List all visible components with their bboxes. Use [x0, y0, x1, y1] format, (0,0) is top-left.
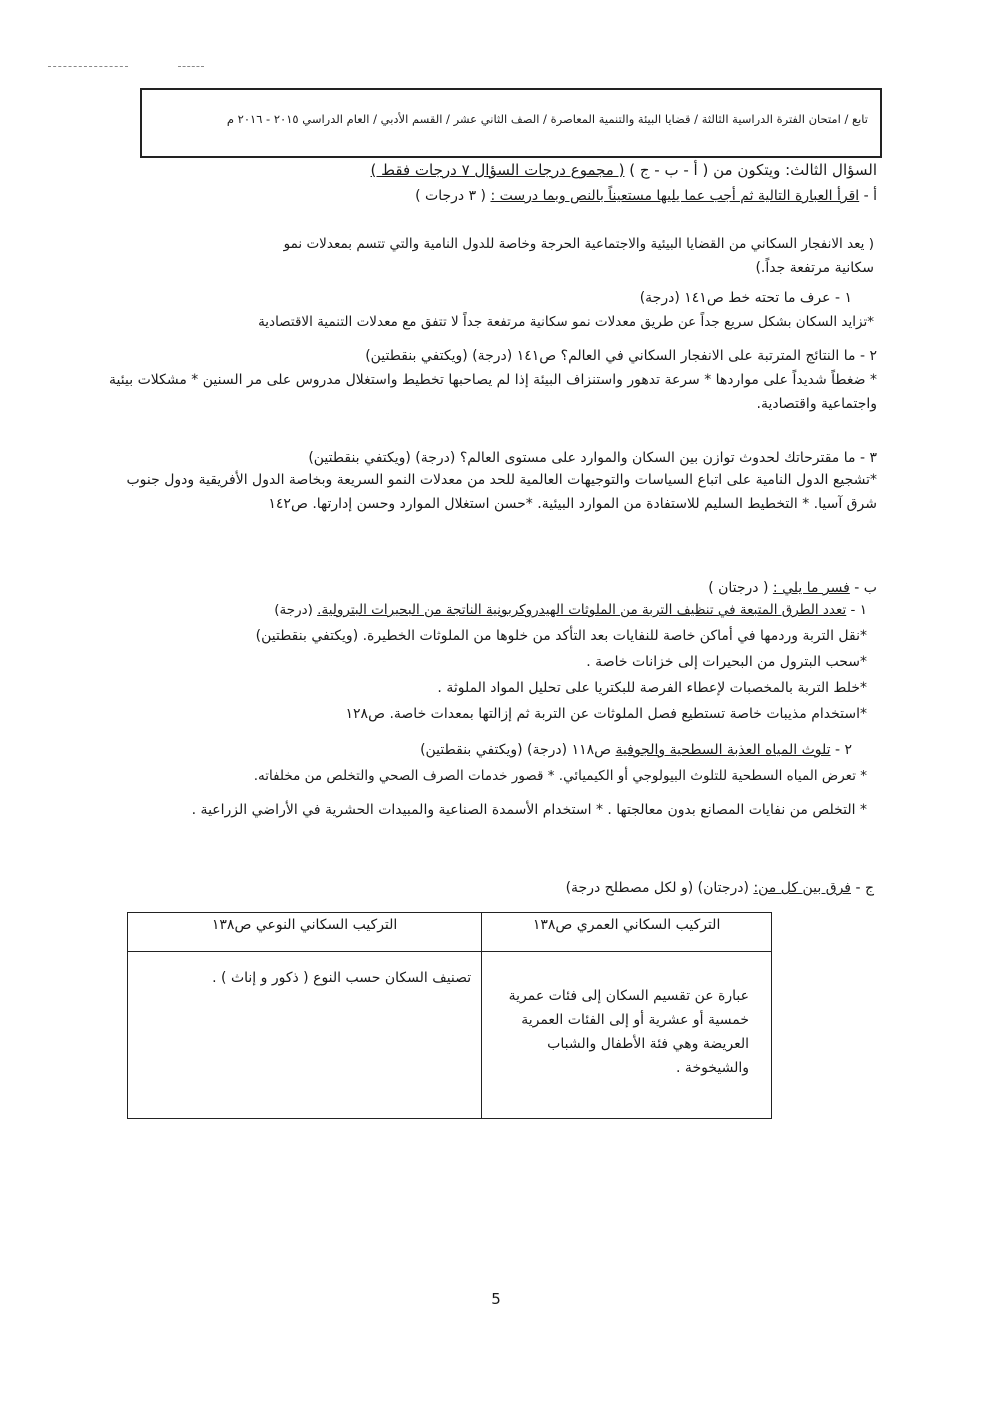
part-a-prefix: أ - — [859, 188, 877, 204]
exam-header-box — [140, 88, 882, 158]
question-3-total-marks: ( مجموع درجات السؤال ٧ درجات فقط ) — [370, 161, 625, 179]
part-b-item-1-text: تعدد الطرق المتبعة في تنظيف التربة من الملوثات الهيدروكربونية الناتجة من البحيرات البترولية. — [317, 602, 847, 618]
comparison-table — [127, 912, 772, 1119]
part-b-item-1-marks: (درجة) — [274, 602, 313, 618]
question-3-title-prefix: السؤال الثالث: ويتكون من ( أ - ب - ج ) — [624, 161, 877, 179]
top-dash-left — [48, 66, 128, 67]
part-b-heading-marks: ( درجتان ) — [708, 580, 769, 596]
part-c-heading — [566, 878, 874, 898]
part-c-prefix: ج - — [851, 880, 874, 896]
exam-header-text: تابع / امتحان الفترة الدراسية الثالثة / قضايا البيئة والتنمية المعاصرة / الصف الثاني عشر / القسم الأدبي / العام الدراسي ٢٠١٥ - ٢٠١٦ م — [226, 112, 868, 126]
col-gender-structure-body: تصنيف السكان حسب النوع ( ذكور و إناث ) . — [128, 952, 482, 1119]
part-a-question-2: ٢ - ما النتائج المترتبة على الانفجار السكاني في العالم؟ ص١٤١ (درجة) (ويكتفي بنقطتين) — [365, 348, 877, 364]
comparison-table-body-row — [128, 952, 772, 1119]
part-b-item-2-answer-1: * تعرض المياه السطحية للتلوث البيولوجي أو الكيميائي. * قصور خدمات الصرف الصحي والتخلص من مخلفاته. — [253, 768, 867, 784]
part-c-heading-marks: (درجتان) (و لكل مصطلح درجة) — [565, 880, 749, 896]
part-b-item-1-answer-2: *سحب البترول من البحيرات إلى خزانات خاصة . — [586, 654, 867, 670]
part-b-heading — [708, 578, 877, 598]
top-dash-right — [178, 66, 204, 67]
part-b-heading-text: فسر ما يلي : — [772, 580, 850, 596]
col-gender-structure-header: التركيب السكاني النوعي ص١٣٨ — [128, 913, 482, 952]
part-a-instruction — [415, 186, 877, 206]
part-a-marks: ( ٣ درجات ) — [415, 188, 487, 204]
part-b-item-1-label — [274, 600, 867, 620]
question-3-title — [371, 160, 877, 180]
part-b-prefix: ب - — [849, 580, 877, 596]
part-b-item-2-label — [420, 740, 852, 760]
col-age-structure-body: عبارة عن تقسيم السكان إلى فئات عمرية خمسية أو عشرية أو إلى الفئات العمرية العريضة وهي فئة الأطفال والشباب والشيخوخة . — [482, 952, 772, 1119]
part-a-question-1: ١ - عرف ما تحته خط ص١٤١ (درجة) — [639, 290, 852, 306]
comparison-table-header-row — [128, 913, 772, 952]
part-b-item-1-answer-1: *نقل التربة وردمها في أماكن خاصة للنفايات بعد التأكد من خلوها من الملوثات الخطيرة. (ويكتفي بنقطتين) — [255, 628, 867, 644]
part-b-item-1-prefix: ١ - — [846, 602, 867, 618]
part-b-item-2-answer-2: * التخلص من نفايات المصانع بدون معالجتها . * استخدام الأسمدة الصناعية والمبيدات الحشرية في الأراضي الزراعية . — [191, 802, 867, 818]
passage-line-1: ( يعد الانفجار السكاني من القضايا البيئية والاجتماعية الحرجة وخاصة للدول النامية والتي تتسم بمعدلات نمو — [283, 236, 874, 252]
part-b-item-2-text: تلوث المياه العذبة السطحية والجوفية — [615, 742, 831, 758]
part-b-item-2-marks: ص١١٨ (درجة) (ويكتفي بنقطتين) — [420, 742, 612, 758]
part-a-answer-3: *تشجيع الدول النامية على اتباع السياسات والتوجيهات العالمية للحد من معدلات النمو السريعة وبخاصة الدول الأفريقية ودول جنوب شرق آسيا. * التخطيط السليم للاستفادة من الموارد البيئية. *حسن استغلال الموارد وحسن إدارتها. ص١٤٢ — [126, 472, 877, 512]
part-b-item-2-prefix: ٢ - — [830, 742, 852, 758]
part-c-heading-text: فرق بين كل من: — [753, 880, 851, 896]
part-a-answer-1: *تزايد السكان بشكل سريع جداً عن طريق معدلات نمو سكانية مرتفعة جداً لا تتفق مع معدلات التنمية الاقتصادية — [258, 314, 874, 330]
passage-line-2: سكانية مرتفعة جداً.) — [755, 260, 874, 276]
col-age-structure-header: التركيب السكاني العمري ص١٣٨ — [482, 913, 772, 952]
part-a-instruction-text: اقرأ العبارة التالية ثم أجب عما يليها مستعيناً بالنص وبما درست : — [490, 188, 860, 204]
part-a-answer-2: * ضغطاً شديداً على مواردها * سرعة تدهور واستنزاف البيئة إذا لم يصاحبها تخطيط واستغلال مدروس على مر السنين * مشكلات بيئية واجتماعية واقتصادية. — [109, 372, 877, 412]
part-a-question-3: ٣ - ما مقترحاتك لحدوث توازن بين السكان والموارد على مستوى العالم؟ (درجة) (ويكتفي بنقطتين) — [308, 450, 877, 466]
part-b-item-1-answer-3: *خلط التربة بالمخصبات لإعطاء الفرصة للبكتريا على تحليل المواد الملوثة . — [437, 680, 867, 696]
page-number: 5 — [491, 1290, 501, 1308]
part-b-item-1-answer-4: *استخدام مذيبات خاصة تستطيع فصل الملوثات عن التربة ثم إزالتها بمعدات خاصة. ص١٢٨ — [345, 706, 867, 722]
